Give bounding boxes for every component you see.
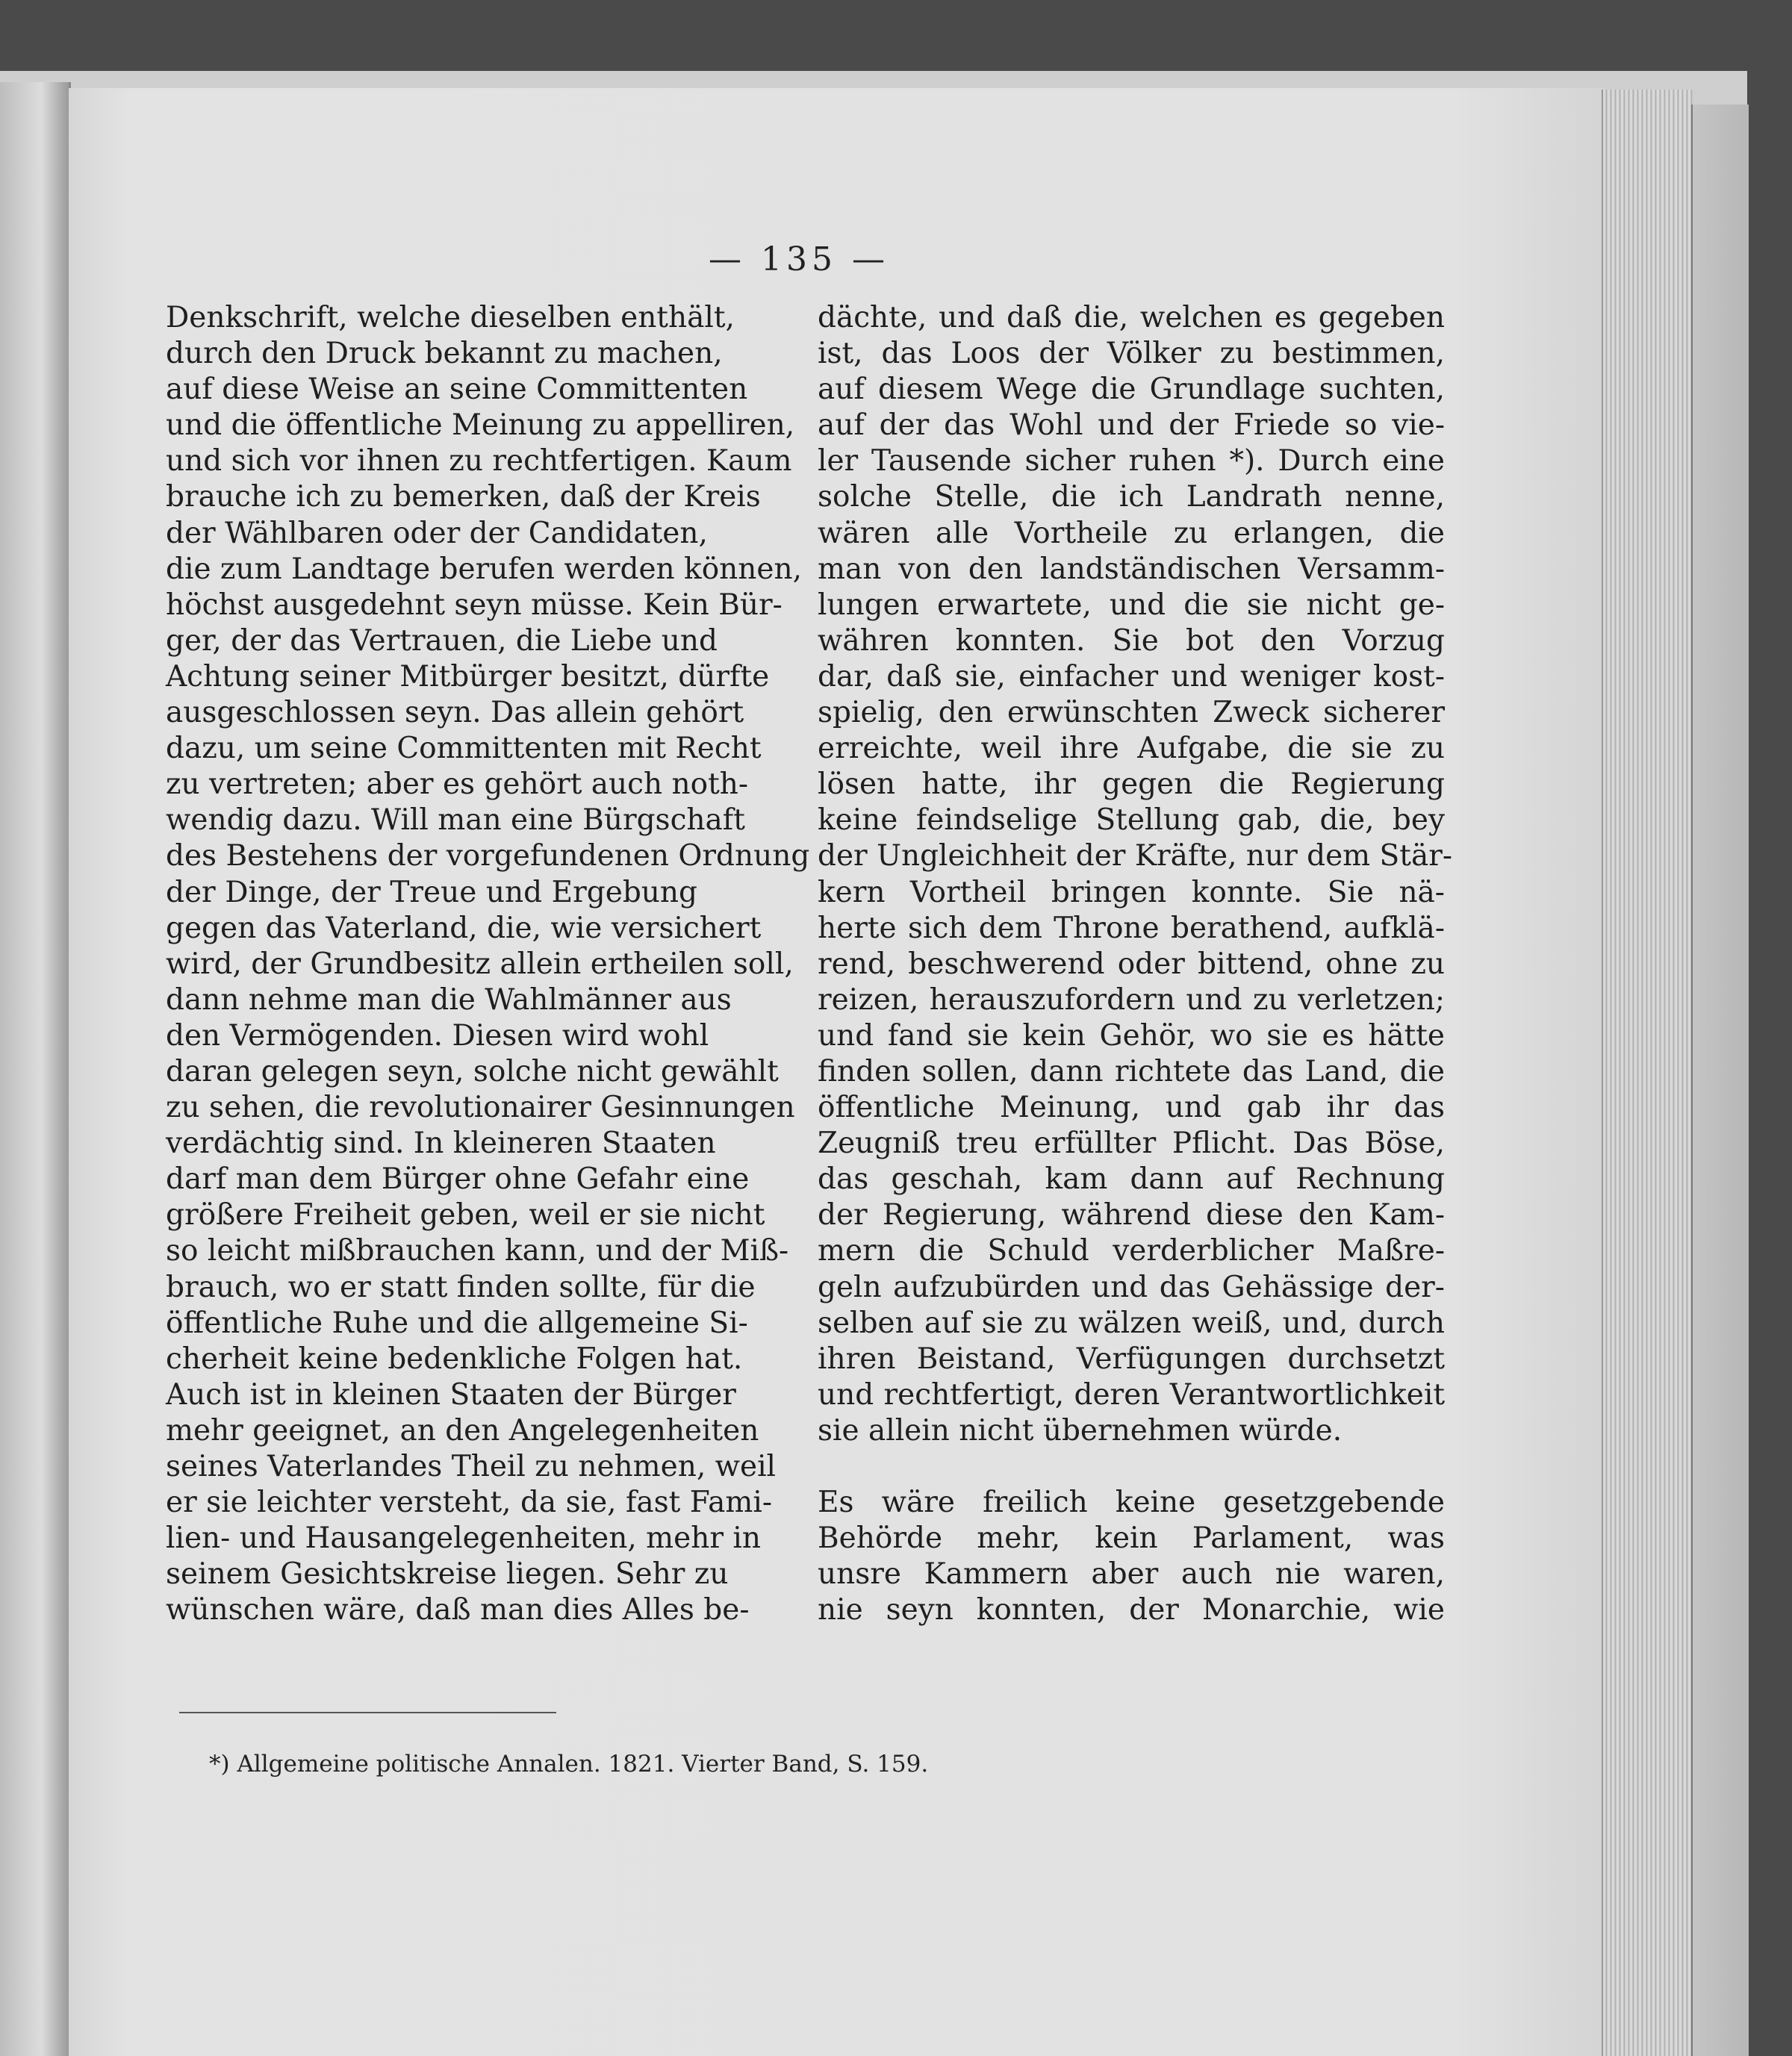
text-line: finden sollen, dann richtete das Land, die bbox=[818, 1054, 1445, 1088]
text-line: dann nehme man die Wahlmänner aus bbox=[166, 982, 732, 1017]
text-line: die zum Landtage berufen werden können, bbox=[166, 552, 803, 586]
text-line: gegen das Vaterland, die, wie versichert bbox=[166, 911, 762, 945]
page-fore-edge bbox=[1602, 90, 1693, 2056]
text-line: wird, der Grundbesitz allein ertheilen soll, bbox=[166, 947, 794, 981]
paragraph-gap bbox=[818, 1449, 1445, 1485]
text-line: rend, beschwerend oder bittend, ohne zu bbox=[818, 947, 1445, 981]
text-line: darf man dem Bürger ohne Gefahr eine bbox=[166, 1162, 750, 1197]
text-line: brauch, wo er statt finden sollte, für die bbox=[166, 1270, 756, 1304]
text-line: ler Tausende sicher ruhen *). Durch eine bbox=[818, 444, 1445, 479]
text-line: dächte, und daß die, welchen es gegeben bbox=[818, 301, 1445, 334]
text-line: und fand sie kein Gehör, wo sie es hätte bbox=[818, 1018, 1445, 1053]
text-line: lungen erwartete, und die sie nicht ge- bbox=[818, 588, 1445, 622]
text-line: reizen, herauszufordern und zu verletzen; bbox=[818, 982, 1445, 1017]
right-column bbox=[818, 300, 1453, 1628]
text-line: mehr geeignet, an den Angelegenheiten bbox=[166, 1413, 759, 1448]
text-line: so leicht mißbrauchen kann, und der Miß- bbox=[166, 1234, 789, 1268]
text-line: Denkschrift, welche dieselben enthält, bbox=[166, 301, 735, 334]
text-line: mern die Schuld verderblicher Maßre- bbox=[818, 1234, 1445, 1268]
text-line: keine feindselige Stellung gab, die, bey bbox=[818, 803, 1445, 838]
text-line: seines Vaterlandes Theil zu nehmen, weil bbox=[166, 1450, 777, 1483]
text-line: ihren Beistand, Verfügungen durchsetzt bbox=[818, 1342, 1445, 1376]
text-line: währen konnten. Sie bot den Vorzug bbox=[818, 623, 1445, 658]
text-line: spielig, den erwünschten Zweck sicherer bbox=[818, 696, 1445, 730]
text-line: des Bestehens der vorgefundenen Ordnung bbox=[166, 839, 810, 873]
text-line: unsre Kammern aber auch nie waren, bbox=[818, 1557, 1445, 1592]
text-line: der Regierung, während diese den Kam- bbox=[818, 1198, 1445, 1233]
text-line: selben auf sie zu wälzen weiß, und, durch bbox=[818, 1306, 1445, 1340]
text-line: öffentliche Meinung, und gab ihr das bbox=[818, 1091, 1445, 1125]
text-line: den Vermögenden. Diesen wird wohl bbox=[166, 1018, 709, 1053]
text-line: auf diese Weise an seine Committenten bbox=[166, 373, 748, 407]
text-line: öffentliche Ruhe und die allgemeine Si- bbox=[166, 1306, 748, 1340]
text-line: geln aufzubürden und das Gehässige der- bbox=[818, 1270, 1445, 1304]
text-line: auf der das Wohl und der Friede so vie- bbox=[818, 408, 1445, 443]
text-line: er sie leichter versteht, da sie, fast Fami- bbox=[166, 1486, 773, 1520]
text-line: Auch ist in kleinen Staaten der Bürger bbox=[166, 1377, 736, 1412]
text-line: kern Vortheil bringen konnte. Sie nä- bbox=[818, 875, 1445, 909]
text-line: zu sehen, die revolutionairer Gesinnungen bbox=[166, 1091, 795, 1125]
text-line: der Ungleichheit der Kräfte, nur dem Stär- bbox=[818, 839, 1453, 873]
text-line: brauche ich zu bemerken, daß der Kreis bbox=[166, 480, 761, 514]
footnote-rule bbox=[179, 1712, 556, 1713]
text-line: Achtung seiner Mitbürger besitzt, dürfte bbox=[166, 659, 770, 694]
text-line: ger, der das Vertrauen, die Liebe und bbox=[166, 623, 718, 658]
text-line: erreichte, weil ihre Aufgabe, die sie zu bbox=[818, 732, 1445, 766]
text-line: seinem Gesichtskreise liegen. Sehr zu bbox=[166, 1557, 729, 1592]
text-line: cherheit keine bedenkliche Folgen hat. bbox=[166, 1342, 743, 1376]
text-line: Behörde mehr, kein Parlament, was bbox=[818, 1521, 1445, 1556]
text-line: wendig dazu. Will man eine Bürgschaft bbox=[166, 803, 745, 838]
text-line: nie seyn konnten, der Monarchie, wie bbox=[818, 1593, 1445, 1627]
text-line: das geschah, kam dann auf Rechnung bbox=[818, 1162, 1445, 1197]
text-line: dar, daß sie, einfacher und weniger kost- bbox=[818, 659, 1445, 694]
text-line: und die öffentliche Meinung zu appelliren, bbox=[166, 408, 795, 443]
text-line: und rechtfertigt, deren Verantwortlichkeit bbox=[818, 1377, 1445, 1412]
text-line: Es wäre freilich keine gesetzgebende bbox=[818, 1486, 1445, 1519]
text-line: solche Stelle, die ich Landrath nenne, bbox=[818, 480, 1445, 514]
text-line: lösen hatte, ihr gegen die Regierung bbox=[818, 767, 1445, 802]
text-line: wünschen wäre, daß man dies Alles be- bbox=[166, 1593, 750, 1627]
page-number: — 135 — bbox=[709, 240, 889, 278]
text-line: dazu, um seine Committenten mit Recht bbox=[166, 732, 762, 766]
text-line: Zeugniß treu erfüllter Pflicht. Das Böse, bbox=[818, 1127, 1445, 1161]
text-line: ausgeschlossen seyn. Das allein gehört bbox=[166, 696, 744, 730]
left-column bbox=[166, 300, 810, 1628]
text-line: zu vertreten; aber es gehört auch noth- bbox=[166, 767, 749, 802]
text-line: man von den landständischen Versamm- bbox=[818, 552, 1445, 586]
text-line: und sich vor ihnen zu rechtfertigen. Kaum bbox=[166, 444, 792, 479]
text-line: verdächtig sind. In kleineren Staaten bbox=[166, 1127, 716, 1161]
text-line: wären alle Vortheile zu erlangen, die bbox=[818, 516, 1445, 550]
text-line: höchst ausgedehnt seyn müsse. Kein Bür- bbox=[166, 588, 783, 622]
text-line: lien- und Hausangelegenheiten, mehr in bbox=[166, 1521, 761, 1556]
text-line: daran gelegen seyn, solche nicht gewählt bbox=[166, 1054, 779, 1088]
text-line: herte sich dem Throne berathend, aufklä- bbox=[818, 911, 1445, 945]
footnote: *) Allgemeine politische Annalen. 1821. Vierter Band, S. 159. bbox=[209, 1751, 929, 1778]
text-line: ist, das Loos der Völker zu bestimmen, bbox=[818, 337, 1445, 371]
left-page-edge bbox=[0, 82, 71, 2056]
text-line: sie allein nicht übernehmen würde. bbox=[818, 1413, 1343, 1448]
text-line: der Dinge, der Treue und Ergebung bbox=[166, 875, 697, 909]
book-cover-board bbox=[1691, 105, 1749, 2056]
text-line: der Wählbaren oder der Candidaten, bbox=[166, 516, 708, 550]
text-line: größere Freiheit geben, weil er sie nicht bbox=[166, 1198, 765, 1233]
text-line: durch den Druck bekannt zu machen, bbox=[166, 337, 723, 371]
text-line: auf diesem Wege die Grundlage suchten, bbox=[818, 373, 1445, 407]
